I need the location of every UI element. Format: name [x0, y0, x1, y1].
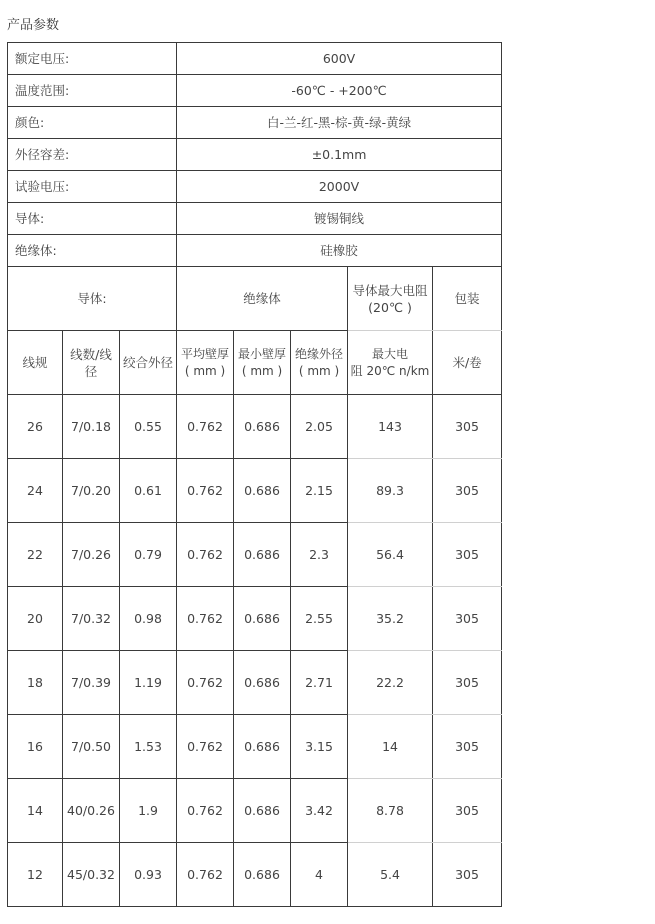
cell-ins-od: 3.15	[291, 715, 348, 779]
cell-gauge: 22	[8, 523, 63, 587]
cell-min-wall: 0.686	[234, 843, 291, 907]
cell-strands: 7/0.32	[63, 587, 120, 651]
cell-min-wall: 0.686	[234, 523, 291, 587]
param-row	[8, 75, 502, 107]
param-label: 外径容差:	[8, 139, 177, 171]
col-gauge: 线规	[8, 331, 63, 395]
cell-per-roll: 305	[433, 779, 502, 843]
param-value: 硅橡胶	[177, 235, 502, 267]
cell-avg-wall: 0.762	[177, 587, 234, 651]
cell-min-wall: 0.686	[234, 395, 291, 459]
param-value: 镀锡铜线	[177, 203, 502, 235]
col-stranded-od: 绞合外径	[120, 331, 177, 395]
cell-stranded-od: 0.79	[120, 523, 177, 587]
col-ins-od-line1: 绝缘外径	[295, 346, 344, 361]
cell-gauge: 16	[8, 715, 63, 779]
table-row	[8, 587, 502, 651]
cell-strands: 7/0.20	[63, 459, 120, 523]
cell-per-roll: 305	[433, 459, 502, 523]
cell-min-wall: 0.686	[234, 779, 291, 843]
cell-max-res: 14	[348, 715, 433, 779]
param-row	[8, 107, 502, 139]
col-max-res-line2: 阻 20℃ n/km	[350, 363, 430, 378]
cell-stranded-od: 0.98	[120, 587, 177, 651]
cell-gauge: 12	[8, 843, 63, 907]
param-label: 颜色:	[8, 107, 177, 139]
product-params-table	[7, 42, 502, 907]
cell-gauge: 20	[8, 587, 63, 651]
param-label: 试验电压:	[8, 171, 177, 203]
cell-stranded-od: 0.93	[120, 843, 177, 907]
cell-per-roll: 305	[433, 523, 502, 587]
group-resistance	[348, 267, 433, 331]
cell-avg-wall: 0.762	[177, 843, 234, 907]
col-max-res	[348, 331, 433, 395]
cell-avg-wall: 0.762	[177, 523, 234, 587]
cell-min-wall: 0.686	[234, 715, 291, 779]
col-per-roll: 米/卷	[433, 331, 502, 395]
table-row	[8, 523, 502, 587]
col-avg-wall	[177, 331, 234, 395]
col-avg-wall-line2: ( mm )	[184, 363, 226, 378]
param-label: 绝缘体:	[8, 235, 177, 267]
cell-max-res: 89.3	[348, 459, 433, 523]
param-value: ±0.1mm	[177, 139, 502, 171]
param-label: 导体:	[8, 203, 177, 235]
cell-gauge: 24	[8, 459, 63, 523]
group-package: 包装	[433, 267, 502, 331]
cell-strands: 7/0.50	[63, 715, 120, 779]
cell-stranded-od: 1.9	[120, 779, 177, 843]
group-resistance-line1: 导体最大电阻	[352, 282, 428, 298]
cell-ins-od: 2.15	[291, 459, 348, 523]
cell-strands: 45/0.32	[63, 843, 120, 907]
cell-per-roll: 305	[433, 395, 502, 459]
cell-avg-wall: 0.762	[177, 779, 234, 843]
col-ins-od	[291, 331, 348, 395]
cell-stranded-od: 0.61	[120, 459, 177, 523]
cell-max-res: 8.78	[348, 779, 433, 843]
param-row	[8, 171, 502, 203]
cell-stranded-od: 1.19	[120, 651, 177, 715]
cell-per-roll: 305	[433, 843, 502, 907]
cell-stranded-od: 0.55	[120, 395, 177, 459]
cell-gauge: 18	[8, 651, 63, 715]
cell-strands: 7/0.18	[63, 395, 120, 459]
cell-ins-od: 2.71	[291, 651, 348, 715]
cell-max-res: 143	[348, 395, 433, 459]
table-row	[8, 715, 502, 779]
table-row	[8, 459, 502, 523]
col-min-wall-line2: ( mm )	[241, 363, 283, 378]
param-value: 白-兰-红-黑-棕-黄-绿-黄绿	[177, 107, 502, 139]
cell-max-res: 5.4	[348, 843, 433, 907]
param-value: 2000V	[177, 171, 502, 203]
param-value: -60℃ - +200℃	[177, 75, 502, 107]
cell-avg-wall: 0.762	[177, 395, 234, 459]
page-title: 产品参数	[7, 18, 60, 33]
cell-ins-od: 3.42	[291, 779, 348, 843]
cell-avg-wall: 0.762	[177, 459, 234, 523]
param-row	[8, 203, 502, 235]
table-row	[8, 779, 502, 843]
col-avg-wall-line1: 平均壁厚	[181, 346, 230, 361]
cell-stranded-od: 1.53	[120, 715, 177, 779]
cell-strands: 7/0.39	[63, 651, 120, 715]
group-conductor: 导体:	[8, 267, 177, 331]
param-row	[8, 235, 502, 267]
cell-ins-od: 4	[291, 843, 348, 907]
group-resistance-line2: (20℃ )	[368, 299, 412, 315]
param-row	[8, 43, 502, 75]
table-row	[8, 395, 502, 459]
cell-gauge: 14	[8, 779, 63, 843]
col-min-wall-line1: 最小壁厚	[238, 346, 287, 361]
table-row	[8, 651, 502, 715]
param-label: 额定电压:	[8, 43, 177, 75]
cell-ins-od: 2.55	[291, 587, 348, 651]
cell-min-wall: 0.686	[234, 459, 291, 523]
col-ins-od-line2: ( mm )	[298, 363, 340, 378]
cell-min-wall: 0.686	[234, 651, 291, 715]
cell-per-roll: 305	[433, 587, 502, 651]
cell-strands: 40/0.26	[63, 779, 120, 843]
group-insulation: 绝缘体	[177, 267, 348, 331]
param-row	[8, 139, 502, 171]
cell-max-res: 22.2	[348, 651, 433, 715]
cell-max-res: 56.4	[348, 523, 433, 587]
col-strands-line2: 径	[84, 363, 98, 379]
col-min-wall	[234, 331, 291, 395]
cell-min-wall: 0.686	[234, 587, 291, 651]
cell-avg-wall: 0.762	[177, 651, 234, 715]
col-max-res-line1: 最大电	[372, 346, 409, 361]
param-label: 温度范围:	[8, 75, 177, 107]
cell-ins-od: 2.3	[291, 523, 348, 587]
cell-per-roll: 305	[433, 651, 502, 715]
cell-gauge: 26	[8, 395, 63, 459]
cell-strands: 7/0.26	[63, 523, 120, 587]
table-row	[8, 843, 502, 907]
col-strands	[63, 331, 120, 395]
col-strands-line1: 线数/线	[70, 346, 112, 362]
cell-avg-wall: 0.762	[177, 715, 234, 779]
param-value: 600V	[177, 43, 502, 75]
cell-max-res: 35.2	[348, 587, 433, 651]
cell-per-roll: 305	[433, 715, 502, 779]
cell-ins-od: 2.05	[291, 395, 348, 459]
